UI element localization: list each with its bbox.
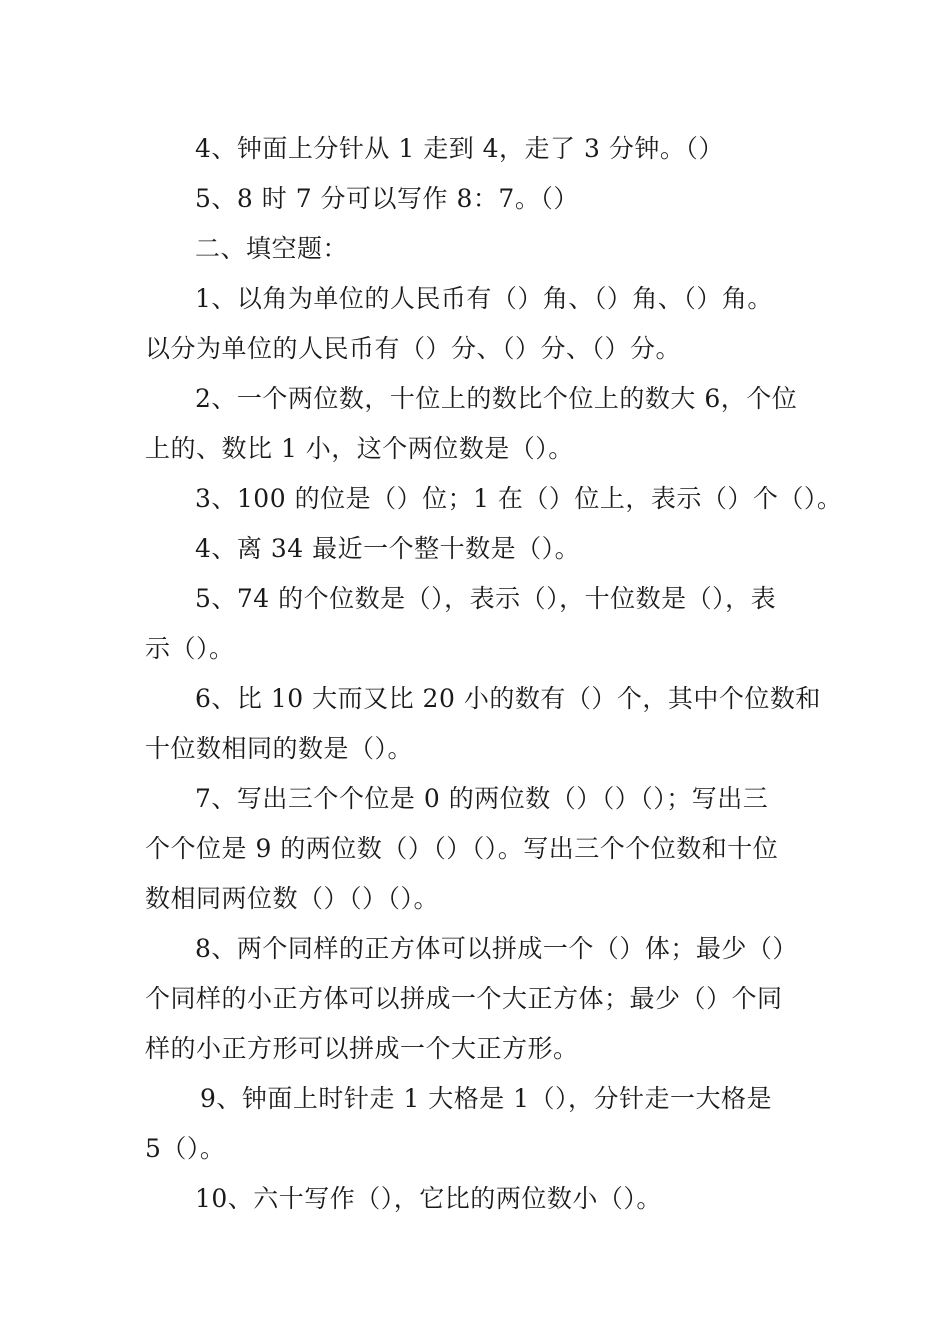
fill-question-10: 10、六十写作（），它比的两位数小（）。 [195, 1184, 662, 1213]
fill-question-6-line-2: 十位数相同的数是（）。 [145, 734, 414, 763]
fill-question-8-line-3: 样的小正方形可以拼成一个大正方形。 [145, 1034, 579, 1063]
tf-question-4: 4、钟面上分针从 1 走到 4，走了 3 分钟。（） [195, 134, 724, 163]
fill-question-9-line-1: 9、钟面上时针走 1 大格是 1（），分针走一大格是 [200, 1084, 773, 1113]
fill-question-6-line-1: 6、比 10 大而又比 20 小的数有（）个，其中个位数和 [195, 684, 821, 713]
fill-question-8-line-2: 个同样的小正方体可以拼成一个大正方体；最少（）个同 [145, 984, 783, 1013]
fill-question-2-line-1: 2、一个两位数，十位上的数比个位上的数大 6，个位 [195, 384, 798, 413]
fill-question-7-line-1: 7、写出三个个位是 0 的两位数（）（）（）；写出三 [195, 784, 769, 813]
tf-question-5: 5、8 时 7 分可以写作 8：7。（） [195, 184, 579, 213]
fill-question-2-line-2: 上的、数比 1 小，这个两位数是（）。 [145, 434, 574, 463]
fill-question-1-line-1: 1、以角为单位的人民币有（）角、（）角、（）角。 [195, 284, 773, 313]
fill-question-3: 3、100 的位是（）位；1 在（）位上，表示（）个（）。 [195, 484, 843, 513]
fill-question-1-line-2: 以分为单位的人民币有（）分、（）分、（）分。 [145, 334, 682, 363]
fill-question-8-line-1: 8、两个同样的正方体可以拼成一个（）体；最少（） [195, 934, 798, 963]
fill-question-9-line-2: 5（）。 [145, 1134, 226, 1163]
fill-question-7-line-2: 个个位是 9 的两位数（）（）（）。写出三个个位数和十位 [145, 834, 779, 863]
fill-question-5-line-2: 示（）。 [145, 634, 235, 663]
fill-question-7-line-3: 数相同两位数（）（）（）。 [145, 884, 440, 913]
section-heading-fill-blank: 二、填空题： [195, 234, 349, 263]
fill-question-5-line-1: 5、74 的个位数是（），表示（），十位数是（），表 [195, 584, 777, 613]
fill-question-4: 4、离 34 最近一个整十数是（）。 [195, 534, 581, 563]
